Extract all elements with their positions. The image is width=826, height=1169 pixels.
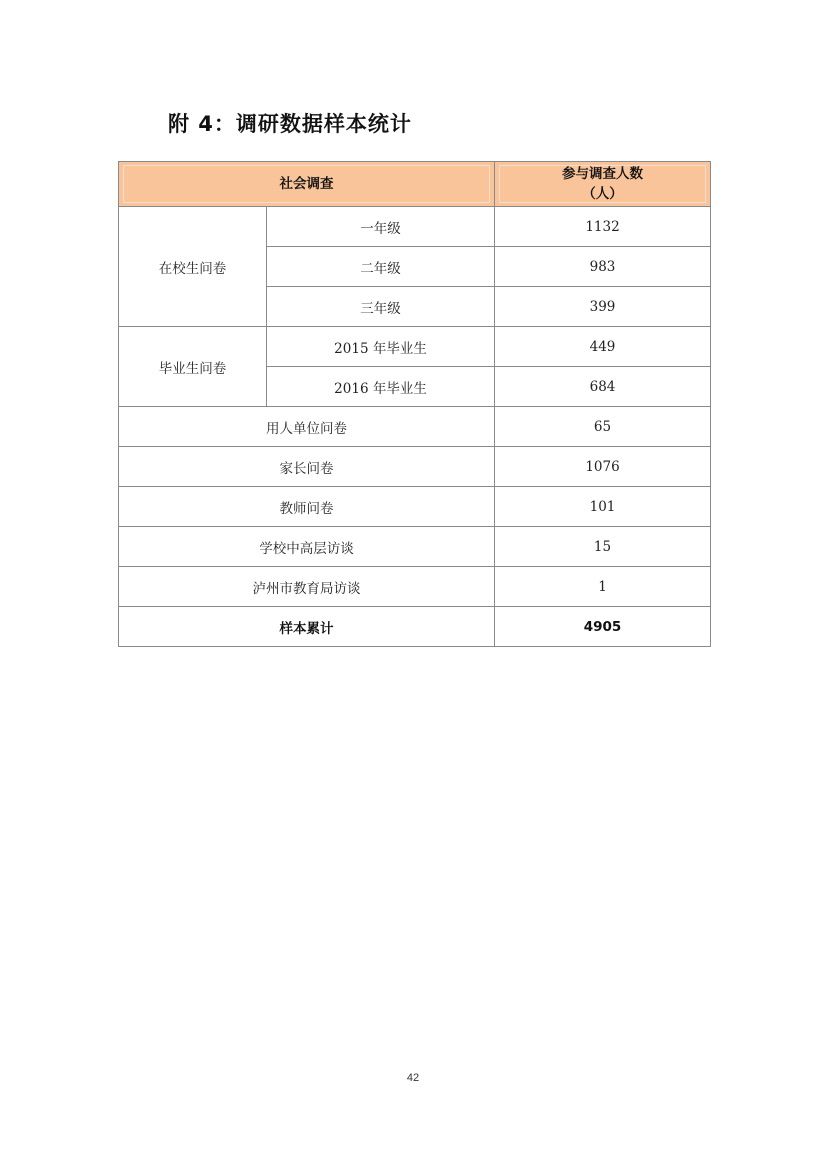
row-value: 1132 (495, 207, 711, 247)
page-number: 42 (406, 1072, 420, 1084)
row-value: 1 (495, 567, 711, 607)
total-label: 样本累计 (119, 607, 495, 647)
row-value: 101 (495, 487, 711, 527)
row-label: 家长问卷 (119, 447, 495, 487)
row-label: 二年级 (267, 247, 495, 287)
table-row (119, 527, 711, 567)
table-header-row (119, 162, 711, 207)
row-value: 449 (495, 327, 711, 367)
group-label-graduates: 毕业生问卷 (119, 327, 267, 407)
row-value: 15 (495, 527, 711, 567)
table-row (119, 407, 711, 447)
survey-sample-table (118, 161, 711, 647)
table-row (119, 327, 711, 367)
row-label: 2016 年毕业生 (267, 367, 495, 407)
row-value: 1076 (495, 447, 711, 487)
row-label: 2015 年毕业生 (267, 327, 495, 367)
row-value: 684 (495, 367, 711, 407)
row-value: 983 (495, 247, 711, 287)
row-label: 泸州市教育局访谈 (119, 567, 495, 607)
header-survey-type: 社会调查 (119, 162, 495, 207)
header-participants (495, 162, 711, 207)
table-row (119, 567, 711, 607)
row-label: 用人单位问卷 (119, 407, 495, 447)
table-row (119, 207, 711, 247)
page-title: 附 4：调研数据样本统计 (168, 112, 412, 136)
row-value: 65 (495, 407, 711, 447)
row-value: 399 (495, 287, 711, 327)
row-label: 教师问卷 (119, 487, 495, 527)
table-row (119, 447, 711, 487)
total-value: 4905 (495, 607, 711, 647)
group-label-students: 在校生问卷 (119, 207, 267, 327)
row-label: 一年级 (267, 207, 495, 247)
row-label: 学校中高层访谈 (119, 527, 495, 567)
total-row (119, 607, 711, 647)
row-label: 三年级 (267, 287, 495, 327)
header-participants-line1: 参与调查人数 (562, 166, 643, 182)
table-row (119, 487, 711, 527)
header-participants-line2: （人） (582, 186, 623, 202)
